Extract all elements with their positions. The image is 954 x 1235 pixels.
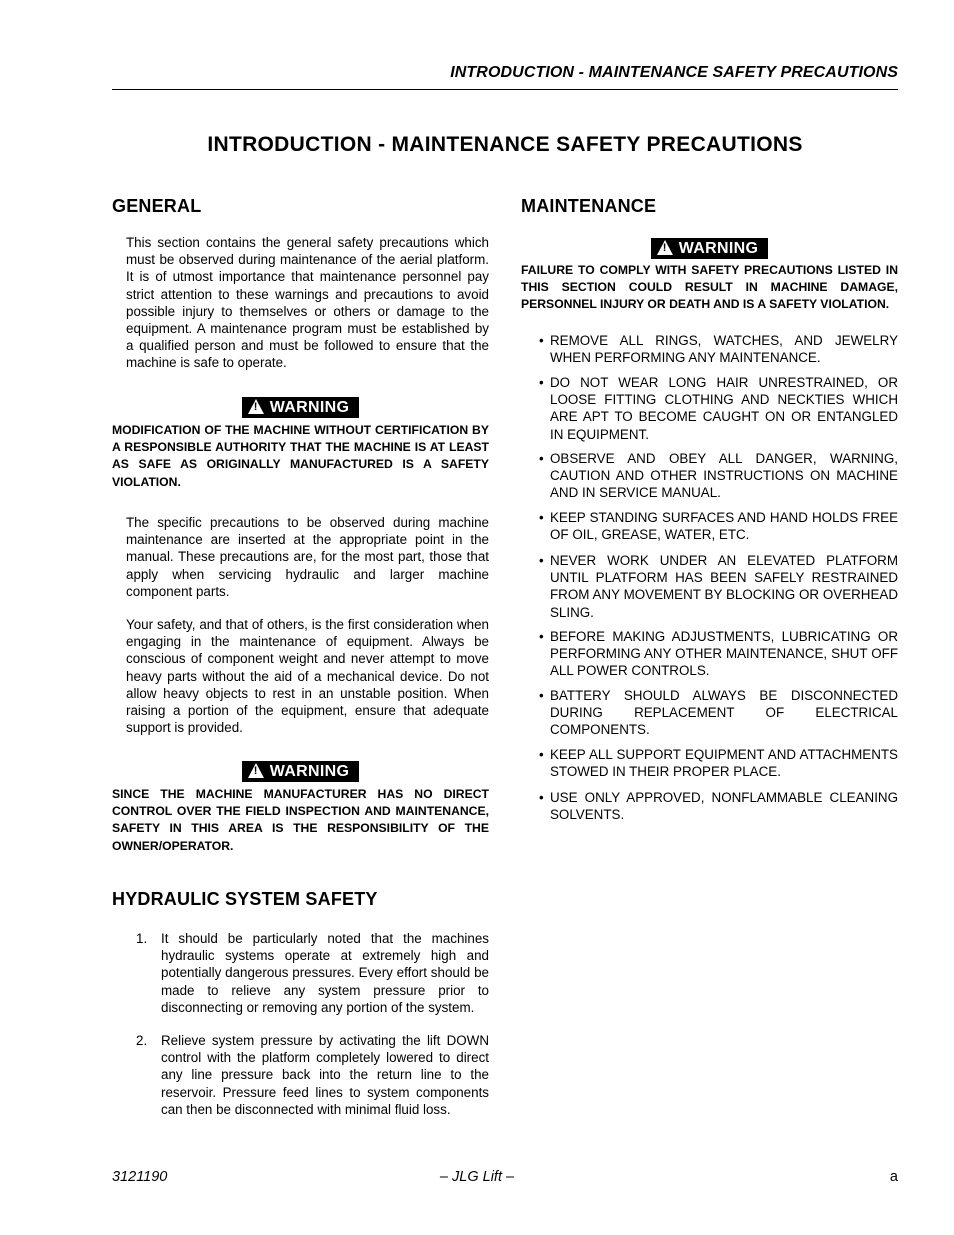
list-item — [136, 930, 489, 1016]
warning-badge-1 — [112, 397, 489, 418]
list-item — [136, 1032, 489, 1118]
warning-triangle-icon — [248, 763, 264, 778]
warning-triangle-icon — [248, 399, 264, 414]
footer-doc-number: 3121190 — [112, 1169, 168, 1185]
warning-badge-3 — [521, 238, 898, 259]
bullet: • — [539, 629, 544, 644]
warning-label: WARNING — [269, 763, 350, 780]
footer-page-number: a — [889, 1169, 898, 1185]
warning-label: WARNING — [678, 240, 759, 257]
bullet: • — [539, 688, 544, 703]
general-paragraph-1: This section contains the general safety precautions which must be observed during maintenance of the aerial platform. It is of utmost importance that maintenance personnel pay strict attention to these warnings and precautions to avoid possible injury to themselves or others or damage to the equipment. A maintenance program must be established by a qualified person and must be followed to ensure that the machine is safe to operate. — [126, 235, 489, 371]
list-item — [539, 746, 898, 780]
list-item — [539, 789, 898, 823]
list-item — [539, 450, 898, 502]
list-text: KEEP ALL SUPPORT EQUIPMENT AND ATTACHMENTS STOWED IN THEIR PROPER PLACE. — [550, 747, 898, 780]
list-text: REMOVE ALL RINGS, WATCHES, AND JEWELRY WHEN PERFORMING ANY MAINTENANCE. — [550, 333, 898, 366]
list-text: DO NOT WEAR LONG HAIR UNRESTRAINED, OR LOOSE FITTING CLOTHING AND NECKTIES WHICH ARE APT TO BECOME CAUGHT ON OR ENTANGLED IN EQUIPMENT. — [550, 375, 898, 442]
list-text: OBSERVE AND OBEY ALL DANGER, WARNING, CAUTION AND OTHER INSTRUCTIONS ON MACHINE AND IN SERVICE MANUAL. — [550, 451, 898, 501]
warning-triangle-icon — [657, 240, 673, 255]
running-header: INTRODUCTION - MAINTENANCE SAFETY PRECAUTIONS — [450, 64, 898, 81]
bullet: • — [539, 510, 544, 525]
general-paragraph-2: The specific precautions to be observed during machine maintenance are inserted at the appropriate point in the manual. These precautions are, for the most part, those that apply when servicing hydraulic and larger machine component parts. — [126, 515, 489, 599]
bullet: • — [539, 553, 544, 568]
list-item — [539, 509, 898, 543]
list-item — [539, 332, 898, 366]
warning-badge-2 — [112, 761, 489, 782]
maintenance-heading: MAINTENANCE — [521, 196, 657, 216]
list-text: BEFORE MAKING ADJUSTMENTS, LUBRICATING OR PERFORMING ANY OTHER MAINTENANCE, SHUT OFF ALL POWER CONTROLS. — [550, 629, 898, 679]
hydraulic-heading: HYDRAULIC SYSTEM SAFETY — [112, 889, 378, 909]
footer-publisher: – JLG Lift – — [439, 1169, 515, 1185]
general-paragraph-3: Your safety, and that of others, is the first consideration when engaging in the maintenance of equipment. Always be conscious of component weight and never attempt to move heavy parts without the aid of a mechanical device. Do not allow heavy objects to rest in an unstable position. When raising a portion of the equipment, ensure that adequate support is provided. — [126, 617, 489, 736]
bullet: • — [539, 451, 544, 466]
list-item — [539, 552, 898, 621]
list-text: KEEP STANDING SURFACES AND HAND HOLDS FREE OF OIL, GREASE, WATER, ETC. — [550, 510, 898, 543]
list-item — [539, 374, 898, 443]
warning-label: WARNING — [269, 399, 350, 416]
list-item — [539, 687, 898, 739]
warning-text-3: FAILURE TO COMPLY WITH SAFETY PRECAUTIONS LISTED IN THIS SECTION COULD RESULT IN MACHINE DAMAGE, PERSONNEL INJURY OR DEATH AND IS A SAFETY VIOLATION. — [521, 263, 898, 312]
header-rule — [112, 89, 898, 90]
list-text: NEVER WORK UNDER AN ELEVATED PLATFORM UNTIL PLATFORM HAS BEEN SAFELY RESTRAINED FROM ANY MOVEMENT BY BLOCKING OR OVERHEAD SLING. — [550, 553, 898, 620]
list-text: It should be particularly noted that the machines hydraulic systems operate at extremely high and potentially dangerous pressures. Every effort should be made to relieve any system pressure prior to disconnecting or removing any portion of the system. — [161, 931, 489, 1015]
list-text: Relieve system pressure by activating the lift DOWN control with the platform completely lowered to direct any line pressure back into the return line to the reservoir. Pressure feed lines to system components can then be disconnected with minimal fluid loss. — [161, 1033, 489, 1117]
list-number: 2. — [136, 1033, 148, 1048]
list-number: 1. — [136, 931, 148, 946]
warning-text-2: SINCE THE MACHINE MANUFACTURER HAS NO DIRECT CONTROL OVER THE FIELD INSPECTION AND MAINTENANCE, SAFETY IN THIS AREA IS THE RESPONSIBILITY OF THE OWNER/OPERATOR. — [112, 787, 489, 853]
page-title: INTRODUCTION - MAINTENANCE SAFETY PRECAUTIONS — [207, 133, 803, 156]
bullet: • — [539, 790, 544, 805]
bullet: • — [539, 333, 544, 348]
bullet: • — [539, 747, 544, 762]
list-text: BATTERY SHOULD ALWAYS BE DISCONNECTED DURING REPLACEMENT OF ELECTRICAL COMPONENTS. — [550, 688, 898, 738]
warning-text-1: MODIFICATION OF THE MACHINE WITHOUT CERTIFICATION BY A RESPONSIBLE AUTHORITY THAT THE MACHINE IS AT LEAST AS SAFE AS ORIGINALLY MANUFACTURED IS A SAFETY VIOLATION. — [112, 423, 489, 489]
list-text: USE ONLY APPROVED, NONFLAMMABLE CLEANING SOLVENTS. — [550, 790, 898, 823]
general-heading: GENERAL — [112, 196, 202, 216]
bullet: • — [539, 375, 544, 390]
list-item — [539, 628, 898, 680]
